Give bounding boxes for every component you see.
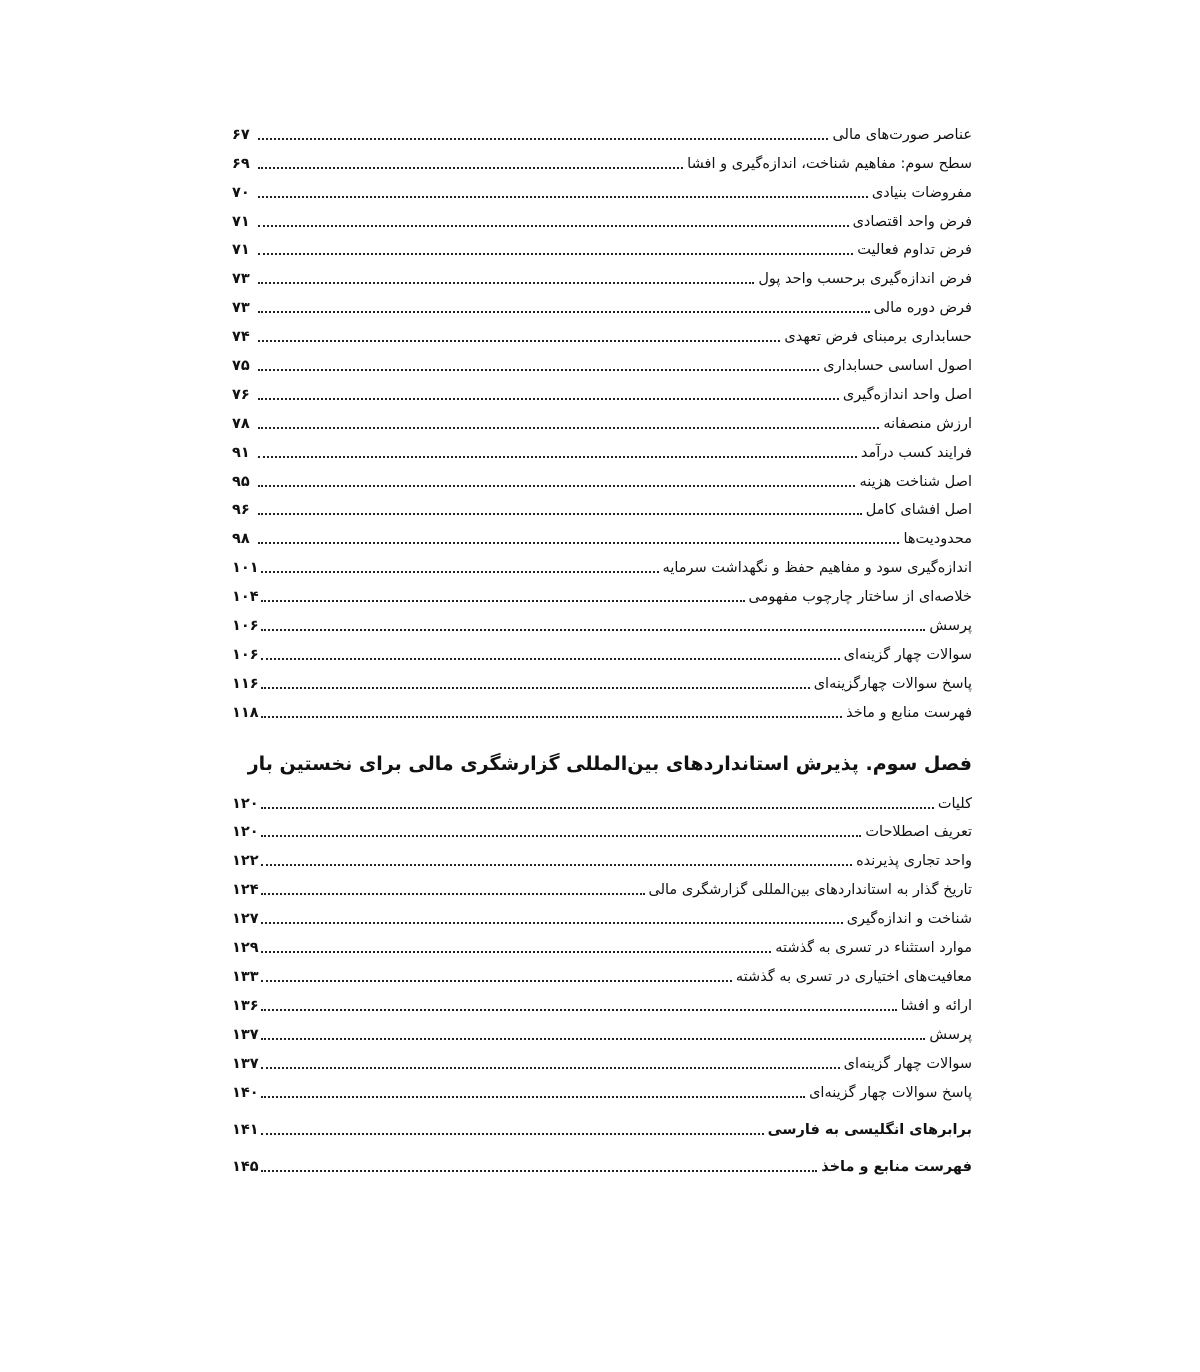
dot-leader [261,951,772,953]
toc-entry-title: واحد تجاری پذیرنده [856,853,972,870]
toc-entry [232,174,972,203]
dot-leader [261,1096,806,1098]
toc-entry-title: برابرهای انگلیسی به فارسی [767,1121,972,1138]
toc-entry-title: پرسش [929,1026,972,1043]
dot-leader [258,369,819,371]
toc-entry [232,376,972,405]
toc-entry-title: پرسش [929,618,972,635]
toc-entry-page: ۷۴ [232,329,250,346]
toc-entry-title: معافیت‌های اختیاری در تسری به گذشته [735,968,972,985]
toc-entry [232,434,972,463]
toc-entry [232,289,972,318]
toc-entry-title: مفروضات بنیادی [871,184,972,201]
toc-entry [232,1016,972,1045]
toc-entry-page: ۷۰ [232,184,250,201]
toc-entry-title: اصول اساسی حسابداری [823,358,972,375]
toc-entry [232,116,972,145]
toc-entry [232,1140,972,1177]
dot-leader [258,311,870,313]
dot-leader [258,542,899,544]
toc-entry [232,1045,972,1074]
dot-leader [258,138,828,140]
dot-leader [258,456,857,458]
toc-entry [232,987,972,1016]
dot-leader [261,980,732,982]
toc-entry-page: ۱۰۶ [232,646,259,663]
toc-entry-title: سوالات چهار گزینه‌ای [843,646,972,663]
toc-entry-page: ۱۲۲ [232,853,259,870]
toc-entry [232,871,972,900]
toc-entry-title: اصل واحد اندازه‌گیری [842,386,972,403]
toc-entry-title: فهرست منابع و ماخذ [846,704,972,721]
toc-entry-title: فهرست منابع و ماخذ [821,1158,972,1175]
toc-entry-title: عناصر صورت‌های مالی [832,126,972,143]
toc-entry [232,260,972,289]
toc-chapter-three [232,785,972,1103]
toc-entry-page: ۱۳۳ [232,968,259,985]
toc-entry-title: محدودیت‌ها [903,531,972,548]
dot-leader [261,1009,897,1011]
dot-leader [258,282,754,284]
toc-entry [232,607,972,636]
toc-entry-title: پاسخ سوالات چهار گزینه‌ای [809,1084,972,1101]
dot-leader [261,1170,818,1172]
toc-entry [232,900,972,929]
toc-entry-page: ۱۲۰ [232,824,259,841]
toc-entry-title: شناخت و اندازه‌گیری [846,911,972,928]
toc-entry [232,1074,972,1103]
toc-entry-title: تاریخ گذار به استانداردهای بین‌المللی گزارشگری مالی [648,882,972,899]
toc-entry-title: سوالات چهار گزینه‌ای [843,1055,972,1072]
table-of-contents-page [232,116,972,1177]
dot-leader [261,922,843,924]
toc-entry-title: ارائه و افشا [900,997,972,1014]
dot-leader [258,513,862,515]
toc-entry-title: ارزش منصفانه [883,415,972,432]
dot-leader [261,1038,926,1040]
toc-entry-page: ۱۰۶ [232,618,259,635]
toc-entry [232,520,972,549]
toc-entry-page: ۹۶ [232,502,250,519]
dot-leader [258,253,853,255]
toc-entry-title: پاسخ سوالات چهارگزینه‌ای [813,675,972,692]
toc-entry-page: ۱۰۱ [232,560,259,577]
toc-entry-title: فرایند کسب درآمد [860,444,972,461]
dot-leader [261,835,862,837]
dot-leader [258,427,879,429]
toc-entry-page: ۱۳۷ [232,1055,259,1072]
dot-leader [261,1067,840,1069]
toc-entry-page: ۷۳ [232,300,250,317]
toc-entry-page: ۶۹ [232,155,250,172]
toc-entry-page: ۱۲۴ [232,882,259,899]
toc-entry [232,145,972,174]
toc-entry [232,1103,972,1140]
toc-entry-page: ۱۱۶ [232,675,259,692]
dot-leader [258,340,780,342]
toc-entry-title: اصل شناخت هزینه [859,473,972,490]
toc-entry [232,665,972,694]
toc-entry-title: فرض واحد اقتصادی [852,213,972,230]
chapter-three-heading: فصل سوم. پذیرش استانداردهای بین‌المللی گزارشگری مالی برای نخستین بار [247,752,972,775]
toc-entry-page: ۱۳۷ [232,1026,259,1043]
toc-entry-title: تعریف اصطلاحات [865,824,972,841]
toc-entry-title: اصل افشای کامل [865,502,972,519]
dot-leader [261,658,840,660]
toc-entry [232,347,972,376]
toc-entry-title: کلیات [937,795,972,812]
toc-entry-title: اندازه‌گیری سود و مفاهیم حفظ و نگهداشت سرمایه [662,560,972,577]
toc-appendix [232,1103,972,1177]
toc-entry [232,232,972,261]
dot-leader [261,629,926,631]
toc-entry-page: ۹۱ [232,444,250,461]
dot-leader [258,225,849,227]
toc-entry-page: ۷۵ [232,358,250,375]
toc-entry [232,814,972,843]
toc-entry-title: موارد استثناء در تسری به گذشته [775,940,972,957]
dot-leader [261,600,745,602]
toc-entry [232,463,972,492]
toc-section-one [232,116,972,723]
toc-entry [232,694,972,723]
toc-entry [232,636,972,665]
toc-entry-page: ۹۵ [232,473,250,490]
toc-entry-title: فرض اندازه‌گیری برحسب واحد پول [758,271,972,288]
dot-leader [261,893,645,895]
toc-entry [232,405,972,434]
toc-entry-page: ۱۱۸ [232,704,259,721]
dot-leader [258,398,839,400]
toc-entry [232,958,972,987]
dot-leader [261,807,934,809]
toc-entry [232,785,972,814]
toc-entry-title: حسابداری برمبنای فرض تعهدی [784,329,972,346]
toc-entry-title: فرض تداوم فعالیت [857,242,972,259]
toc-entry-page: ۱۴۱ [232,1121,259,1138]
dot-leader [261,571,659,573]
toc-entry [232,492,972,521]
toc-entry [232,549,972,578]
dot-leader [261,716,843,718]
toc-entry [232,578,972,607]
dot-leader [258,485,855,487]
toc-entry [232,203,972,232]
toc-entry-page: ۱۰۴ [232,589,259,606]
dot-leader [258,167,683,169]
dot-leader [261,1133,764,1135]
toc-entry [232,842,972,871]
dot-leader [258,196,868,198]
toc-entry-page: ۱۲۹ [232,940,259,957]
dot-leader [261,687,810,689]
toc-entry-title: فرض دوره مالی [873,300,972,317]
toc-entry-page: ۹۸ [232,531,250,548]
toc-entry-page: ۱۴۰ [232,1084,259,1101]
toc-entry-page: ۷۱ [232,242,250,259]
toc-entry-page: ۷۳ [232,271,250,288]
toc-entry-page: ۱۲۰ [232,795,259,812]
toc-entry-page: ۷۱ [232,213,250,230]
toc-entry-page: ۱۴۵ [232,1158,259,1175]
toc-entry [232,318,972,347]
toc-entry-title: سطح سوم: مفاهیم شناخت، اندازه‌گیری و افشا [687,155,972,172]
toc-entry-page: ۷۶ [232,386,250,403]
toc-entry-page: ۷۸ [232,415,250,432]
toc-entry-title: خلاصه‌ای از ساختار چارچوب مفهومی [748,589,972,606]
dot-leader [261,864,853,866]
toc-entry-page: ۱۳۶ [232,997,259,1014]
toc-entry-page: ۶۷ [232,126,250,143]
toc-entry-page: ۱۲۷ [232,911,259,928]
toc-entry [232,929,972,958]
